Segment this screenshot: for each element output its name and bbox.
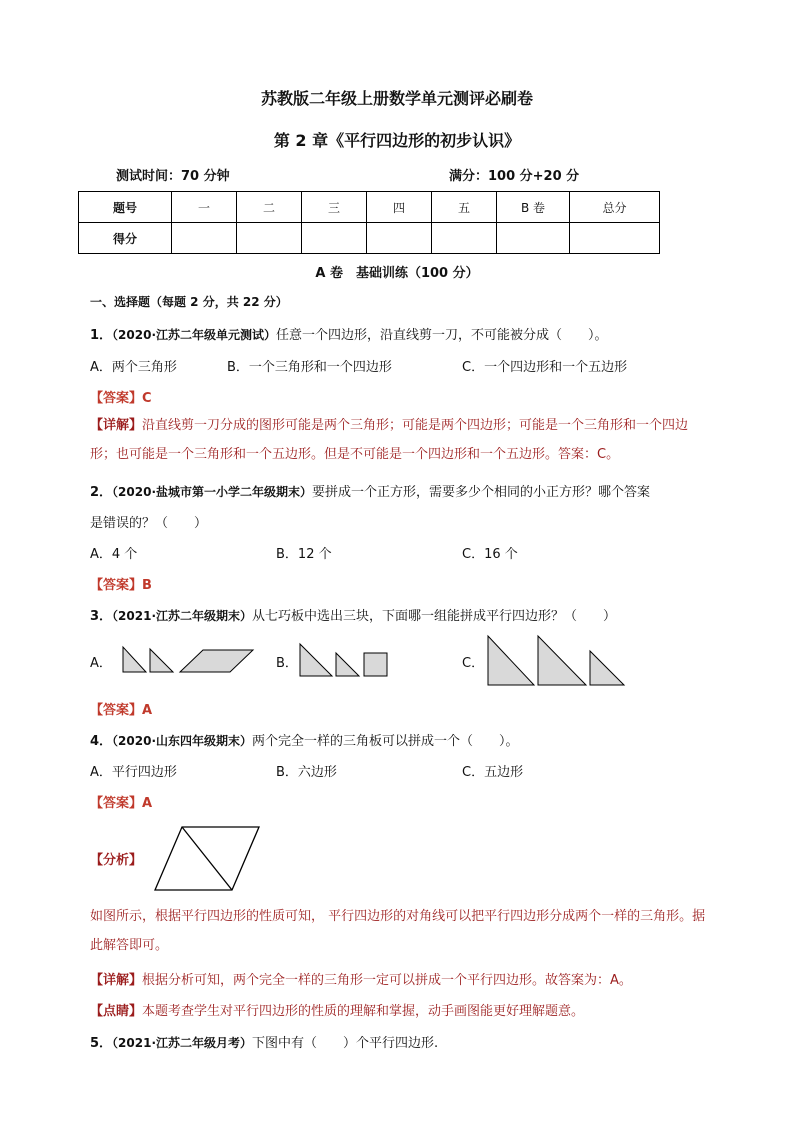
triangle-piece: [538, 636, 586, 685]
option-c[interactable]: C．五边形: [462, 765, 524, 780]
table-cell[interactable]: [432, 223, 497, 254]
question-number: 3．: [90, 609, 113, 624]
answer-4: [90, 792, 152, 811]
table-cell: 总分: [570, 192, 660, 223]
option-a[interactable]: A．两个三角形: [90, 360, 177, 375]
triangle-piece: [123, 647, 146, 672]
detail-1: [90, 411, 710, 469]
test-time: 测试时间：70 分钟: [116, 169, 230, 184]
parallelogram-piece: [180, 650, 253, 672]
analysis-text: 如图所示，根据平行四边形的性质可知， 平行四边形的对角线可以把平行四边形分成两个一样的三角形。据此解答即可。: [90, 909, 706, 953]
question-source: （2020·江苏二年级单元测试）: [112, 328, 277, 342]
answer-label: 【答案】: [90, 578, 143, 593]
detail-label: 【详解】: [90, 973, 143, 988]
chapter-title: 第 2 章《平行四边形的初步认识》: [273, 131, 521, 150]
triangle-piece: [488, 636, 534, 685]
question-number: 5．: [90, 1036, 113, 1051]
option-b[interactable]: B．: [276, 656, 298, 671]
question-text: 要拼成一个正方形，需要多少个相同的小正方形？哪个答案: [312, 485, 651, 500]
question-text-cont: 是错误的？（ ）: [90, 516, 208, 531]
tangram-set-c: [484, 633, 628, 689]
answer-value: B: [142, 578, 152, 593]
triangle-piece: [300, 644, 332, 676]
table-cell[interactable]: [570, 223, 660, 254]
part-heading: 一、选择题（每题 2 分，共 22 分）: [90, 295, 288, 309]
table-cell: 二: [237, 192, 302, 223]
option-a[interactable]: A．4 个: [90, 547, 138, 562]
table-cell[interactable]: [497, 223, 570, 254]
table-cell[interactable]: [172, 223, 237, 254]
question-text: 下图中有（ ）个平行四边形.: [252, 1036, 439, 1051]
table-cell[interactable]: [367, 223, 432, 254]
option-c[interactable]: C．16 个: [462, 547, 518, 562]
table-cell: B 卷: [497, 192, 570, 223]
question-2: [90, 481, 650, 500]
note-text: 本题考查学生对平行四边形的性质的理解和掌握，动手画图能更好理解题意。: [142, 1004, 585, 1019]
answer-label: 【答案】: [90, 703, 143, 718]
analysis-label: 【分析】: [90, 853, 143, 868]
question-source: （2020·山东四年级期末）: [112, 734, 253, 748]
answer-value: C: [142, 391, 152, 406]
option-a[interactable]: A．平行四边形: [90, 765, 177, 780]
full-score: 满分：100 分+20 分: [449, 169, 580, 184]
question-5: [90, 1032, 438, 1051]
question-3: [90, 605, 616, 624]
question-1: [90, 324, 608, 343]
option-b[interactable]: B．一个三角形和一个四边形: [227, 360, 392, 375]
question-text: 两个完全一样的三角板可以拼成一个（ ）。: [252, 734, 519, 749]
answer-label: 【答案】: [90, 391, 143, 406]
triangle-piece: [590, 651, 624, 685]
question-text: 从七巧板中选出三块，下面哪一组能拼成平行四边形？（ ）: [252, 609, 617, 624]
note-label: 【点睛】: [90, 1004, 143, 1019]
answer-2: [90, 574, 152, 593]
question-source: （2020·盐城市第一小学二年级期末）: [112, 485, 313, 499]
detail-4: [90, 969, 632, 988]
note-4: [90, 1000, 584, 1019]
tangram-set-a: [118, 645, 256, 675]
question-number: 4．: [90, 734, 113, 749]
table-cell: 四: [367, 192, 432, 223]
option-a[interactable]: A．: [90, 656, 112, 671]
triangle-piece: [336, 653, 359, 676]
answer-3: [90, 699, 152, 718]
table-cell: 得分: [79, 223, 172, 254]
question-source: （2021·江苏二年级月考）: [112, 1036, 253, 1050]
table-cell[interactable]: [237, 223, 302, 254]
answer-value: A: [142, 703, 153, 718]
section-a-heading: A 卷 基础训练（100 分）: [315, 266, 479, 281]
answer-value: A: [142, 796, 153, 811]
triangle-piece: [150, 649, 173, 672]
option-b[interactable]: B．六边形: [276, 765, 337, 780]
page-title: 苏教版二年级上册数学单元测评必刷卷: [260, 89, 533, 108]
option-c[interactable]: C．一个四边形和一个五边形: [462, 360, 628, 375]
option-c[interactable]: C．: [462, 656, 485, 671]
question-number: 2．: [90, 485, 113, 500]
table-row: [79, 223, 660, 254]
table-cell: 三: [302, 192, 367, 223]
question-number: 1．: [90, 328, 113, 343]
answer-label: 【答案】: [90, 796, 143, 811]
square-piece: [364, 653, 387, 676]
table-cell: 题号: [79, 192, 172, 223]
question-4: [90, 730, 519, 749]
detail-text: 根据分析可知，两个完全一样的三角形一定可以拼成一个平行四边形。故答案为：A。: [142, 973, 632, 988]
option-b[interactable]: B．12 个: [276, 547, 332, 562]
table-cell: 一: [172, 192, 237, 223]
parallelogram-diagram: [152, 825, 262, 893]
table-cell[interactable]: [302, 223, 367, 254]
table-cell: 五: [432, 192, 497, 223]
answer-1: [90, 387, 152, 406]
tangram-set-b: [296, 642, 392, 678]
table-row: [79, 192, 660, 223]
question-text: 任意一个四边形，沿直线剪一刀，不可能被分成（ ）。: [276, 328, 608, 343]
score-table: [78, 191, 660, 254]
detail-text: 沿直线剪一刀分成的图形可能是两个三角形；可能是两个四边形；可能是一个三角形和一个四边形；也可能是一个三角形和一个五边形。但是不可能是一个四边形和一个五边形。答案：C。: [90, 418, 689, 462]
question-source: （2021·江苏二年级期末）: [112, 609, 253, 623]
detail-label: 【详解】: [90, 418, 143, 433]
